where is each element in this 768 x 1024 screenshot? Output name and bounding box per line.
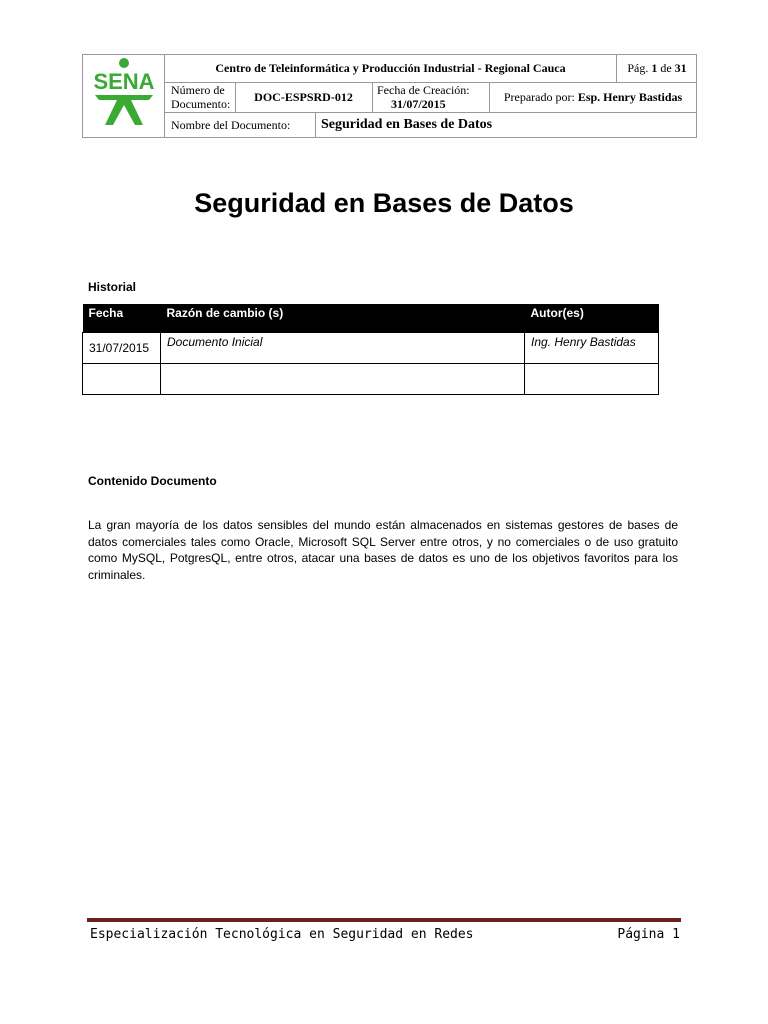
contenido-heading: Contenido Documento — [88, 474, 217, 488]
historial-table — [82, 304, 659, 395]
cell-autor — [525, 363, 659, 394]
footer-title: Especialización Tecnológica en Seguridad en Redes — [90, 927, 474, 942]
sena-logo — [83, 55, 165, 137]
table-row — [83, 332, 659, 363]
table-header-row — [83, 304, 659, 332]
cell-razon: Documento Inicial — [161, 332, 525, 363]
cell-fecha — [83, 363, 161, 394]
historial-heading: Historial — [88, 280, 137, 294]
cell-fecha: 31/07/2015 — [83, 332, 161, 363]
footer-rule — [87, 918, 681, 922]
document-header — [82, 54, 697, 138]
page-indicator: Pág. 1 de 31 — [627, 61, 687, 75]
col-razon: Razón de cambio (s) — [161, 304, 525, 332]
col-autor: Autor(es) — [525, 304, 659, 332]
doc-name: Seguridad en Bases de Datos — [321, 117, 493, 132]
doc-number: DOC-ESPSRD-012 — [254, 90, 353, 104]
page-title: Seguridad en Bases de Datos — [194, 188, 574, 218]
sena-logo-icon — [83, 55, 165, 137]
logo-text: SENA — [93, 69, 155, 94]
cell-razon — [161, 363, 525, 394]
doc-name-label: Nombre del Documento: — [171, 118, 291, 132]
prepared-by: Preparado por: Esp. Henry Bastidas — [503, 90, 683, 104]
footer-page-number: Página 1 — [617, 927, 680, 942]
creation-date: 31/07/2015 — [391, 97, 446, 111]
cell-autor: Ing. Henry Bastidas — [525, 332, 659, 363]
table-row — [83, 363, 659, 394]
creation-date-block: Fecha de Creación: 31/07/2015 — [377, 83, 489, 111]
contenido-paragraph: La gran mayoría de los datos sensibles del mundo están almacenados en sistemas gestores de bases de datos comerciales tales como Oracle, Microsoft SQL Server entre otros, y no comerciales o de uso gratuito como MySQL, PotgresQL, entre otros, atacar una bases de datos es uno de los objetivos favoritos para los criminales. — [88, 518, 678, 582]
center-name: Centro de Teleinformática y Producción Industrial - Regional Cauca — [215, 61, 566, 75]
doc-number-label: Número de Documento: — [171, 83, 231, 111]
col-fecha: Fecha — [83, 304, 161, 332]
